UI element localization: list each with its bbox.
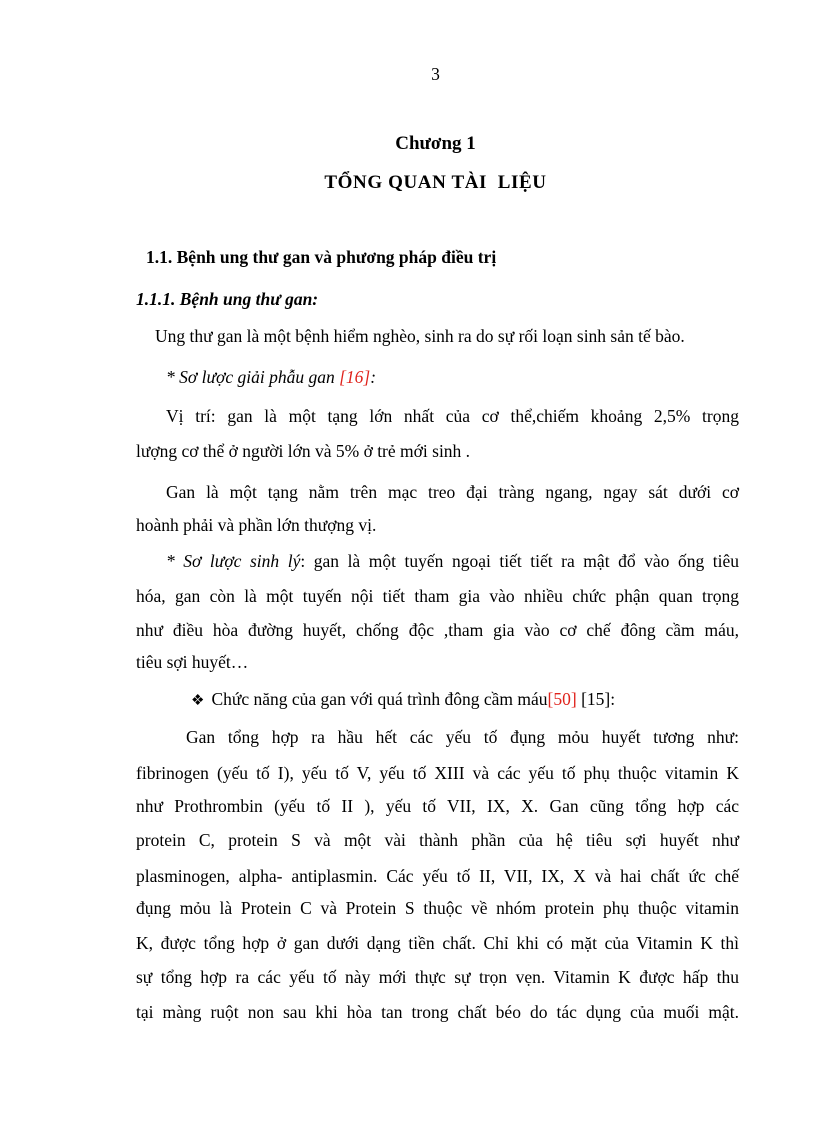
factors-line-5: plasminogen, alpha- antiplasmin. Các yếu tố II, VII, IX, X và hai chất ức chế [136, 866, 739, 886]
section-heading: 1.1. Bệnh ung thư gan và phương pháp điều trị [146, 247, 497, 267]
anatomy-reference: [16] [339, 367, 371, 387]
subsection-heading: 1.1.1. Bệnh ung thư gan: [136, 289, 319, 309]
factors-line-2: fibrinogen (yếu tố I), yếu tố V, yếu tố XIII và các yếu tố phụ thuộc vitamin K [136, 763, 739, 783]
physiology-line-1-text: : gan là một tuyến ngoại tiết tiết ra mật đổ vào ống tiêu [300, 551, 739, 571]
factors-line-6: đụng mỏu là Protein C và Protein S thuộc về nhóm protein phụ thuộc vitamin [136, 898, 739, 918]
position-line-1: Vị trí: gan là một tạng lớn nhất của cơ thể,chiếm khoảng 2,5% trọng [166, 406, 739, 426]
physiology-line-4: tiêu sợi huyết… [136, 652, 249, 672]
anatomy-colon: : [370, 367, 377, 387]
function-bullet-item [191, 689, 615, 710]
anatomy-label: * Sơ lược giải phẫu gan [166, 367, 340, 387]
physiology-label: * Sơ lược sinh lý [166, 551, 301, 571]
function-reference-2: [15]: [576, 689, 616, 709]
gan-location-line-2: hoành phải và phần lớn thượng vị. [136, 515, 377, 535]
diamond-bullet-icon: ❖ [191, 693, 205, 709]
page-number: 3 [431, 64, 440, 84]
function-reference-1: [50] [547, 689, 577, 709]
anatomy-heading [166, 367, 376, 388]
physiology-line-3: như điều hòa đường huyết, chống độc ,tham gia vào cơ chế đông cầm máu, [136, 620, 739, 640]
factors-line-9: tại màng ruột non sau khi hòa tan trong chất béo do tác dụng của muối mật. [136, 1002, 739, 1022]
intro-paragraph: Ung thư gan là một bệnh hiểm nghèo, sinh ra do sự rối loạn sinh sản tế bào. [155, 326, 685, 346]
factors-line-1: Gan tổng hợp ra hầu hết các yếu tố đụng mỏu huyết tương như: [186, 727, 739, 747]
factors-line-8: sự tổng hợp ra các yếu tố này mới thực sự trọn vẹn. Vitamin K được hấp thu [136, 967, 739, 987]
position-line-2: lượng cơ thể ở người lớn và 5% ở trẻ mới sinh . [136, 441, 471, 461]
factors-line-3: như Prothrombin (yếu tố II ), yếu tố VII, IX, X. Gan cũng tổng hợp các [136, 796, 739, 816]
function-text: Chức năng của gan với quá trình đông cầm máu [211, 689, 548, 709]
factors-line-4: protein C, protein S và một vài thành phần của hệ tiêu sợi huyết như [136, 830, 739, 850]
factors-line-7: K, được tổng hợp ở gan dưới dạng tiền chất. Chỉ khi có mặt của Vitamin K thì [136, 933, 739, 953]
physiology-line-1 [166, 551, 739, 572]
physiology-line-2: hóa, gan còn là một tuyến nội tiết tham gia vào nhiều chức phận quan trọng [136, 586, 739, 606]
chapter-title: TỔNG QUAN TÀI LIỆU [324, 172, 547, 193]
gan-location-line-1: Gan là một tạng nằm trên mạc treo đại tràng ngang, ngay sát dưới cơ [166, 482, 739, 502]
chapter-label: Chương 1 [395, 133, 476, 154]
